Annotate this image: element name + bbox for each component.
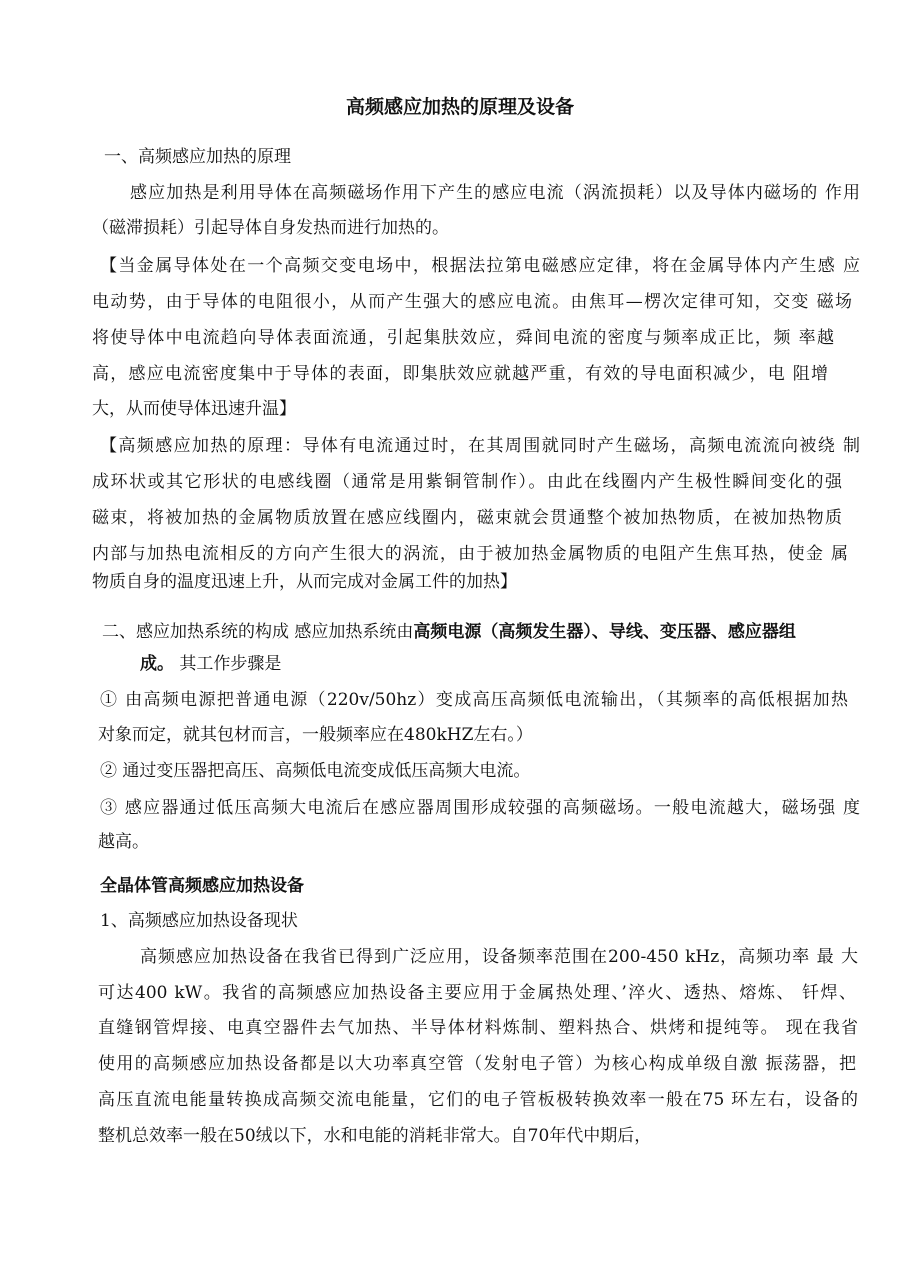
paragraph-line: 磁束，将被加热的金属物质放置在感应线圈内，磁束就会贯通整个被加热物质，在被加热物质 (92, 508, 842, 528)
paragraph-line: （磁滞损耗）引起导体自身发热而进行加热的。 (92, 218, 449, 238)
paragraph-line: 成环状或其它形状的电感线圈（通常是用紫铜管制作）。由此在线圈内产生极性瞬间变化的强 (92, 472, 842, 492)
paragraph-line: 将使导体中电流趋向导体表面流通，引起集肤效应，舜间电流的密度与频率成正比，频 率越 (92, 328, 834, 348)
section2-heading-cont (140, 653, 281, 675)
paragraph-line: 大，从而使导体迅速升温】 (92, 399, 296, 419)
paragraph-line: 直缝钢管焊接、电真空器件去气加热、半导体材料炼制、塑料热合、烘烤和提纯等。 现在我省 (98, 1018, 858, 1038)
section2-heading-text: 二、感应加热系统的构成 感应加热系统由 (102, 622, 414, 642)
paragraph-line: 感应加热是利用导体在高频磁场作用下产生的感应电流（涡流损耗）以及导体内磁场的 作用 (130, 183, 860, 203)
step-1-line: ① 由高频电源把普通电源（220v/50hz）变成高压高频低电流输出，（其频率的高低根据加热 (100, 690, 848, 710)
step-3-line: ③ 感应器通过低压高频大电流后在感应器周围形成较强的高频磁场。一般电流越大，磁场强 度 (100, 798, 860, 818)
paragraph-line: 高，感应电流密度集中于导体的表面，即集肤效应就越严重，有效的导电面积减少，电 阻增 (92, 364, 828, 384)
paragraph-line: 物质自身的温度迅速上升，从而完成对金属工件的加热】 (92, 572, 517, 592)
paragraph-line: 使用的高频感应加热设备都是以大功率真空管（发射电子管）为核心构成单级自激 振荡器，把 (98, 1054, 856, 1074)
document-title: 高频感应加热的原理及设备 (345, 96, 574, 118)
section3-heading: 全晶体管高频感应加热设备 (100, 876, 304, 896)
step-1-line: 对象而定，就其包材而言，一般频率应在480kHZ左右。） (98, 725, 533, 745)
paragraph-line: 整机总效率一般在50绒以下，水和电能的消耗非常大。自70年代中期后， (98, 1126, 652, 1146)
paragraph-line: 高压直流电能量转换成高频交流电能量，它们的电子管板极转换效率一般在75 环左右，设备的 (98, 1090, 858, 1110)
section2-steps-intro: 其工作步骤是 (174, 654, 282, 674)
paragraph-line: 电动势，由于导体的电阻很小，从而产生强大的感应电流。由焦耳—楞次定律可知，交变 磁场 (92, 292, 852, 312)
step-2-line: ② 通过变压器把高压、高频低电流变成低压高频大电流。 (100, 761, 531, 781)
section3-subheading: 1、高频感应加热设备现状 (100, 911, 298, 931)
paragraph-line: 【高频感应加热的原理：导体有电流通过时，在其周围就同时产生磁场，高频电流流向被绕 制 (100, 436, 860, 456)
step-3-line: 越高。 (98, 832, 149, 852)
paragraph-line: 【当金属导体处在一个高频交变电场中，根据法拉第电磁感应定律，将在金属导体内产生感 应 (100, 256, 860, 276)
section2-heading-bold: 高频电源（高频发生器）、导线、变压器、感应器组 (413, 622, 796, 642)
paragraph-line: 高频感应加热设备在我省已得到广泛应用，设备频率范围在200-450 kHz，高频功率 最 大 (140, 947, 858, 967)
section2-heading-bold-end: 成。 (140, 654, 174, 674)
section1-heading: 一、高频感应加热的原理 (104, 147, 291, 167)
paragraph-line: 内部与加热电流相反的方向产生很大的涡流，由于被加热金属物质的电阻产生焦耳热，使金 属 (92, 544, 848, 564)
section2-heading (102, 621, 796, 643)
paragraph-line: 可达400 kW。我省的高频感应加热设备主要应用于金属热处理、’淬火、透热、熔炼、 钎焊、 (98, 983, 856, 1003)
